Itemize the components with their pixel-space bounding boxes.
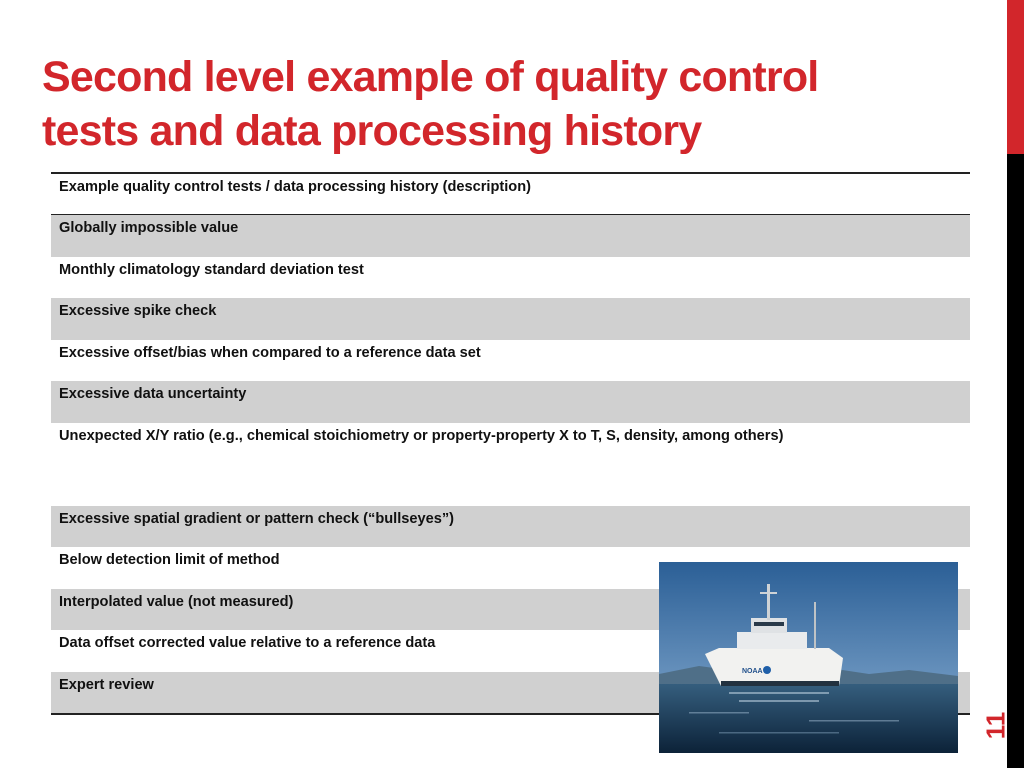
mast-yard — [760, 592, 777, 594]
sidebar-dark-bar — [1007, 154, 1024, 768]
hull-text: NOAA — [742, 668, 763, 675]
mast — [767, 584, 770, 620]
page-number — [981, 700, 1011, 750]
ship-photo — [659, 562, 958, 753]
table-row: Expert review — [51, 672, 970, 714]
sea — [659, 684, 958, 753]
slide-title — [42, 50, 942, 158]
bridge-windows — [754, 622, 784, 626]
ship-hull — [705, 648, 843, 686]
aft-mast — [814, 602, 816, 649]
superstructure — [737, 632, 807, 649]
table-row: Excessive spatial gradient or pattern check (“bullseyes”) — [51, 506, 970, 548]
table-header: Example quality control tests / data processing history (description) — [51, 174, 970, 215]
table-row: Interpolated value (not measured) — [51, 589, 970, 631]
title-line-1: Second level example of quality control — [42, 53, 819, 101]
noaa-emblem — [763, 666, 771, 674]
page-number-text: 11 — [980, 711, 1011, 739]
table-row: Data offset corrected value relative to a reference data — [59, 635, 436, 651]
title-line-2: tests and data processing history — [42, 107, 702, 155]
table-row: Excessive offset/bias when compared to a reference data set — [59, 344, 481, 361]
table-row: Excessive spike check — [51, 298, 970, 340]
table-row: Unexpected X/Y ratio (e.g., chemical stoichiometry or property-property X to T, S, density, among others) — [59, 427, 784, 444]
table-row: Monthly climatology standard deviation test — [59, 261, 364, 278]
table-row: Globally impossible value — [51, 215, 970, 257]
table-row: Below detection limit of method — [59, 552, 280, 568]
table-row: Excessive data uncertainty — [51, 381, 970, 423]
sidebar-accent-bar — [1007, 0, 1024, 154]
ship-illustration — [659, 562, 958, 753]
hull-waterline — [721, 681, 839, 686]
